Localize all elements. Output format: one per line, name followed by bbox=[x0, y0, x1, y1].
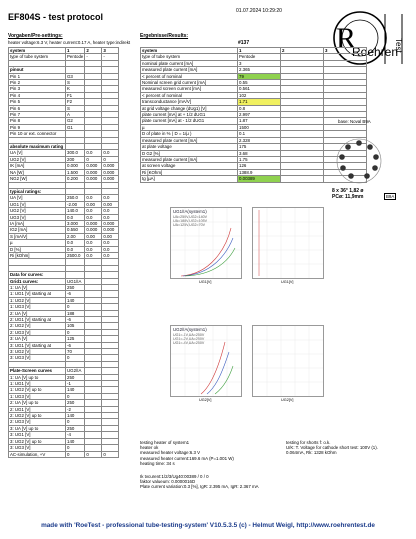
cell-value: 0.550 bbox=[66, 227, 85, 233]
row-label: Pin 10 or ext. connector bbox=[9, 131, 66, 137]
base-label: base: Noval B9A bbox=[338, 119, 371, 124]
row-label: absolute maximum rating bbox=[9, 144, 66, 150]
cell-value: 0 bbox=[66, 329, 85, 335]
cell-value: 0.0 bbox=[85, 214, 102, 220]
row-label: measured plate current [mA] bbox=[141, 67, 238, 73]
results-caption: Ergebnisse/Results: bbox=[140, 33, 189, 39]
row-label: Pin 6 bbox=[9, 105, 66, 111]
cell-value: 1 bbox=[238, 48, 281, 54]
footer: made with 'RoeTest - professional tube-testing-system' V10.5.3.5 (c) - Helmut Weigl, http://www.roehrentest.de bbox=[41, 522, 375, 529]
row-label: Pin 3 bbox=[9, 86, 66, 92]
cell-value: 0.000 bbox=[66, 163, 85, 169]
row-label: 2: UG1 [V] bbox=[9, 406, 66, 412]
cell-value: 0 bbox=[66, 355, 85, 361]
note-line: measured heater voltage:6.3 V bbox=[140, 450, 201, 456]
row-label: D [%] bbox=[9, 246, 66, 252]
svg-text:Roehren: Roehren bbox=[352, 45, 399, 59]
row-label: Data for curves: bbox=[9, 272, 66, 278]
cell-value: 2.328 bbox=[238, 137, 281, 143]
row-label: 3: UG1 [V] starting at bbox=[9, 342, 66, 348]
legend-entry: UG1=-2V,UA=250V bbox=[173, 337, 205, 341]
base-badge: B9A bbox=[386, 194, 395, 199]
cell-value: UG2/IA bbox=[66, 368, 85, 374]
row-label: Nominal screen grid current [mA] bbox=[141, 80, 238, 86]
cell-value: 0.000 bbox=[85, 176, 102, 182]
cell-value: 140 bbox=[66, 438, 85, 444]
cell-value: 1.500 bbox=[66, 169, 85, 175]
row-label: µ bbox=[141, 124, 238, 130]
cell-value: 0.000 bbox=[102, 220, 119, 226]
x-axis-label: UG2[V] bbox=[281, 398, 294, 402]
cell-value: 2 bbox=[281, 48, 324, 54]
row-label: 2: UA [V] up to bbox=[9, 400, 66, 406]
cell-value: 0.000 bbox=[85, 163, 102, 169]
row-label: typical ratings: bbox=[9, 188, 66, 194]
x-axis-label: UG1[V] bbox=[199, 280, 212, 284]
row-label: Plate-Screen curves bbox=[9, 368, 66, 374]
row-label: 3: UG2 [V] bbox=[9, 349, 66, 355]
cell-value: 250 bbox=[66, 374, 85, 380]
cell-value: A bbox=[66, 112, 85, 118]
cell-value: 70 bbox=[66, 349, 85, 355]
cell-value: G2 bbox=[66, 118, 85, 124]
svg-text:Test: Test bbox=[394, 38, 403, 53]
cell-value: 0.0 bbox=[66, 214, 85, 220]
noval-base-diagram bbox=[332, 134, 386, 188]
row-label: UG2 [V] bbox=[9, 208, 66, 214]
row-label: 2: UG1 [V] starting at bbox=[9, 316, 66, 322]
cell-value: 1.71 bbox=[238, 99, 281, 105]
row-label: Pin 5 bbox=[9, 99, 66, 105]
legend-entry: UA=250V,UG2=140V bbox=[173, 215, 208, 219]
row-label: D G2 [%] bbox=[141, 150, 238, 156]
cell-value: 0 bbox=[66, 393, 85, 399]
cell-value: 0.0 bbox=[85, 195, 102, 201]
note-line: testing heater of system1 bbox=[140, 440, 190, 445]
cell-value: 0.200 bbox=[66, 176, 85, 182]
cell-value: 102 bbox=[238, 92, 281, 98]
cell-value: 0.1 bbox=[238, 131, 281, 137]
legend-entry: UA=188V,UG2=105V bbox=[173, 219, 208, 223]
serial-number: #137 bbox=[238, 40, 250, 46]
cell-value: 0.00 bbox=[102, 233, 119, 239]
cell-value: 0.55 bbox=[238, 80, 281, 86]
cell-value: 0.0 bbox=[102, 246, 119, 252]
row-label: 2: UA [V] bbox=[9, 310, 66, 316]
plate-screen-curve-chart bbox=[170, 325, 242, 402]
row-label: Ri [KOhm] bbox=[141, 169, 238, 175]
cell-value: 0.000 bbox=[102, 163, 119, 169]
presettings-table bbox=[8, 47, 119, 458]
row-label: < percent of nominal bbox=[141, 73, 238, 79]
row-label: at screen voltage bbox=[141, 163, 238, 169]
cell-value: G1 bbox=[66, 124, 85, 130]
cell-value: 300.0 bbox=[66, 150, 85, 156]
leakage-notes bbox=[140, 474, 259, 490]
cell-value: 175 bbox=[238, 144, 281, 150]
row-label: Grid1 curves: bbox=[9, 278, 66, 284]
row-label: measured screen current [mA] bbox=[141, 86, 238, 92]
cell-value: 0.0 bbox=[102, 208, 119, 214]
row-label: tg [µA] bbox=[141, 176, 238, 182]
cell-value: 1388.9 bbox=[238, 169, 281, 175]
svg-text:R: R bbox=[336, 22, 357, 55]
note-line: testing for shorts f: o.k. bbox=[286, 440, 331, 445]
chart-title: UG1/IA(system1) bbox=[173, 209, 207, 214]
curve-2 bbox=[207, 352, 229, 394]
cell-value: 140.0 bbox=[66, 208, 85, 214]
cell-value: 140 bbox=[66, 387, 85, 393]
row-label: Pin 7 bbox=[9, 112, 66, 118]
base-pcd: PCø: 11,9mm bbox=[332, 194, 364, 200]
table-row bbox=[9, 451, 119, 457]
cell-value: 3 bbox=[102, 48, 119, 54]
row-label: NG2 [W] bbox=[9, 176, 66, 182]
presettings-caption: Vorgaben/Pre-settings: bbox=[8, 33, 63, 39]
cell-value: -2.00 bbox=[66, 201, 85, 207]
cell-value: 126 bbox=[238, 163, 281, 169]
cell-value: - bbox=[85, 54, 102, 60]
note-line: faktor valueum: 0.0000016D bbox=[140, 479, 196, 485]
row-label: 2: UG2 [V] bbox=[9, 323, 66, 329]
cell-value: 0 bbox=[85, 156, 102, 162]
row-label: pinout bbox=[9, 67, 66, 73]
cell-value: Pentode bbox=[238, 54, 281, 60]
cell-value: 0.00389 bbox=[238, 176, 281, 182]
row-label: plate current [mA] at + 1/2 dUG1 bbox=[141, 112, 238, 118]
row-label: nominal plate current [mA] bbox=[141, 60, 238, 66]
cell-value: 0.00 bbox=[102, 201, 119, 207]
cell-value: 0 bbox=[66, 419, 85, 425]
cell-value: 2 bbox=[85, 48, 102, 54]
cell-value: -6 bbox=[66, 291, 85, 297]
datetime: 01.07.2024 10:29:20 bbox=[236, 8, 282, 14]
cell-value: 250 bbox=[66, 425, 85, 431]
cell-value: 3.68 bbox=[238, 150, 281, 156]
cell-value: 0.0 bbox=[102, 214, 119, 220]
cell-value: 188 bbox=[66, 310, 85, 316]
row-label: µ bbox=[9, 240, 66, 246]
row-label: system bbox=[9, 48, 66, 54]
row-label: S [mA/V] bbox=[9, 233, 66, 239]
cell-value: S bbox=[66, 80, 85, 86]
cell-value: 140 bbox=[66, 297, 85, 303]
row-label: 2: UG3 [V] bbox=[9, 329, 66, 335]
cell-value: 0 bbox=[66, 445, 85, 451]
row-label: Ri [kOhm] bbox=[9, 252, 66, 258]
cell-value: 1.87 bbox=[238, 118, 281, 124]
row-label: 2: UG2 [V] up to bbox=[9, 413, 66, 419]
heater-settings: heater voltage:6.3 V, heater current:0.17 A, heater type:indirekt bbox=[8, 40, 131, 45]
row-label: 3: UG2 [V] up to bbox=[9, 438, 66, 444]
row-label: 3: UG3 [V] bbox=[9, 445, 66, 451]
cell-value: 0.00 bbox=[85, 201, 102, 207]
grid1-curve-chart-2 bbox=[252, 207, 324, 284]
row-label: 2: UG3 [V] bbox=[9, 419, 66, 425]
page-title: EF804S - test protocol bbox=[8, 12, 104, 22]
note-line: Plate current variation:0.3 [%], IgR: 2.395 mA, IgR: 2.367 mA bbox=[140, 484, 259, 490]
cell-value: 0.0 bbox=[85, 150, 102, 156]
chart-title: UG2/IA(system1) bbox=[173, 327, 207, 332]
cell-value: F1 bbox=[66, 92, 85, 98]
cell-value: 0.0 bbox=[85, 252, 102, 258]
cell-value: 2.00 bbox=[66, 233, 85, 239]
cell-value: 0.000 bbox=[102, 176, 119, 182]
row-label: UA [V] bbox=[9, 150, 66, 156]
cell-value: -1 bbox=[66, 381, 85, 387]
cell-value: K bbox=[66, 86, 85, 92]
row-label: Pin 4 bbox=[9, 92, 66, 98]
cell-value: G3 bbox=[66, 73, 85, 79]
note-line: measured heater current:169.6 mA (P=1.001 W) bbox=[140, 455, 234, 461]
cell-value: -2 bbox=[66, 406, 85, 412]
cell-value: 2.997 bbox=[238, 112, 281, 118]
row-label: measured plate current [mA] bbox=[141, 137, 238, 143]
row-label: 1: UG3 [V] bbox=[9, 304, 66, 310]
row-label: < percent of nominal bbox=[141, 92, 238, 98]
row-label: at plate voltage bbox=[141, 144, 238, 150]
legend-entry: UG1=-4V,UA=250V bbox=[173, 341, 205, 345]
cell-value: -4 bbox=[66, 432, 85, 438]
base-dimensions: 8 x 36° 1,82 ø bbox=[332, 188, 364, 194]
row-label: 3: UA [V] bbox=[9, 336, 66, 342]
row-label: UG1 [V] bbox=[9, 201, 66, 207]
row-label: IA [mA] bbox=[9, 220, 66, 226]
legend-entry: UA=125V,UG2=70V bbox=[173, 223, 206, 227]
row-label: plate current [mA] at - 1/2 dUG1 bbox=[141, 118, 238, 124]
cell-value: 0.0 bbox=[66, 246, 85, 252]
note-line: 0.064mA, Rk: 1328 kOhm bbox=[286, 450, 337, 456]
cell-value: 0 bbox=[102, 156, 119, 162]
cell-value: 0 bbox=[66, 304, 85, 310]
row-label: at grid voltage change (dUg1) [V] bbox=[141, 105, 238, 111]
cell-value: 250 bbox=[66, 400, 85, 406]
cell-value: 2500.0 bbox=[66, 252, 85, 258]
row-label: system bbox=[141, 48, 238, 54]
row-label: IK [mA] bbox=[9, 163, 66, 169]
cell-value: 0.0 bbox=[102, 195, 119, 201]
cell-value: 3 bbox=[324, 48, 367, 54]
cell-value: -6 bbox=[66, 342, 85, 348]
row-label: AC-simulation, +V bbox=[9, 451, 66, 457]
cell-value: 0.8 bbox=[238, 105, 281, 111]
cell-value: - bbox=[102, 54, 119, 60]
cell-value: 250.0 bbox=[66, 195, 85, 201]
cell-value: S bbox=[66, 105, 85, 111]
cell-value: 0.0 bbox=[85, 208, 102, 214]
cell-value: 3 bbox=[238, 60, 281, 66]
cell-value: 0.0 bbox=[85, 240, 102, 246]
cell-value: 0 bbox=[85, 451, 102, 457]
cell-value: 125 bbox=[66, 336, 85, 342]
cell-value: 2.365 bbox=[238, 67, 281, 73]
cell-value: 79 bbox=[238, 73, 281, 79]
cell-value: 0.0 bbox=[102, 252, 119, 258]
row-label: UG3 [V] bbox=[9, 214, 66, 220]
cell-value: 0.000 bbox=[85, 220, 102, 226]
cell-value: UG1/IA bbox=[66, 278, 85, 284]
cell-value: 0.0 bbox=[85, 246, 102, 252]
row-label: 1: UA [V] bbox=[9, 284, 66, 290]
cell-value: 1500 bbox=[238, 124, 281, 130]
cell-value: 0.000 bbox=[102, 169, 119, 175]
heater-test-notes bbox=[140, 440, 234, 466]
row-label: type of tube system bbox=[141, 54, 238, 60]
short-test-notes bbox=[286, 440, 378, 456]
row-label: UG2 [V] bbox=[9, 156, 66, 162]
row-label: 3: UG3 [V] bbox=[9, 355, 66, 361]
cell-value: 0.000 bbox=[85, 227, 102, 233]
row-label: Pin 9 bbox=[9, 124, 66, 130]
row-label: 1: UG1 [V] bbox=[9, 381, 66, 387]
note-line: Ik tvcurent:1/2/3/Ug40:00389 / 0 / 0 bbox=[140, 474, 209, 479]
grid1-curve-chart bbox=[170, 207, 242, 284]
cell-value: 140 bbox=[66, 413, 85, 419]
cell-value: 0.000 bbox=[85, 169, 102, 175]
cell-value: 3.000 bbox=[66, 220, 85, 226]
row-label: Pin 2 bbox=[9, 80, 66, 86]
row-label: transconductance [mA/V] bbox=[141, 99, 238, 105]
row-label: UA [V] bbox=[9, 195, 66, 201]
legend-entry: UG1=-1V,UA=250V bbox=[173, 333, 205, 337]
row-label: IG2 [mA] bbox=[9, 227, 66, 233]
row-label: measured plate current [mA] bbox=[141, 156, 238, 162]
row-label: 1: UA [V] up to bbox=[9, 374, 66, 380]
row-label: 1: UG2 [V] up to bbox=[9, 387, 66, 393]
row-label: 1: UG1 [V] starting at bbox=[9, 291, 66, 297]
x-axis-label: UG1[V] bbox=[281, 280, 294, 284]
row-label: Pin 8 bbox=[9, 118, 66, 124]
cell-value: -6 bbox=[66, 316, 85, 322]
row-label: 1: UG2 [V] bbox=[9, 297, 66, 303]
cell-value: 0.0 bbox=[66, 240, 85, 246]
curve-3 bbox=[185, 248, 235, 276]
cell-value: 0 bbox=[66, 451, 85, 457]
cell-value bbox=[281, 176, 324, 182]
row-label: D of plate in % ( D = 1/µ ) bbox=[141, 131, 238, 137]
cell-value: 250 bbox=[66, 284, 85, 290]
cell-value: 0.0 bbox=[102, 150, 119, 156]
row-label: Pin 1 bbox=[9, 73, 66, 79]
cell-value: F2 bbox=[66, 99, 85, 105]
row-label: 3: UA [V] up to bbox=[9, 425, 66, 431]
cell-value: 1.75 bbox=[238, 156, 281, 162]
plate-screen-curve-chart-2 bbox=[252, 325, 324, 402]
row-label: 1: UG3 [V] bbox=[9, 393, 66, 399]
row-label: NA [W] bbox=[9, 169, 66, 175]
cell-value: 105 bbox=[66, 323, 85, 329]
cell-value: 0.000 bbox=[102, 227, 119, 233]
note-line: U/K: T. Voltage for cathode short test: 100V (1). bbox=[286, 445, 378, 451]
row-label: 3: UG1 [V] bbox=[9, 432, 66, 438]
cell-value: 0.0 bbox=[102, 240, 119, 246]
note-line: heater ok bbox=[140, 445, 159, 451]
note-line: heating time: 34 s bbox=[140, 460, 175, 466]
curve-1 bbox=[181, 228, 231, 276]
cell-value: 200 bbox=[66, 156, 85, 162]
cell-value: Pentode bbox=[67, 54, 84, 60]
cell-value: 1 bbox=[66, 48, 85, 54]
row-label: type of tube system bbox=[9, 54, 66, 60]
cell-value: 0.561 bbox=[238, 86, 281, 92]
cell-value: 0 bbox=[102, 451, 119, 457]
cell-value: 0.00 bbox=[85, 233, 102, 239]
x-axis-label: UG2[V] bbox=[199, 398, 212, 402]
